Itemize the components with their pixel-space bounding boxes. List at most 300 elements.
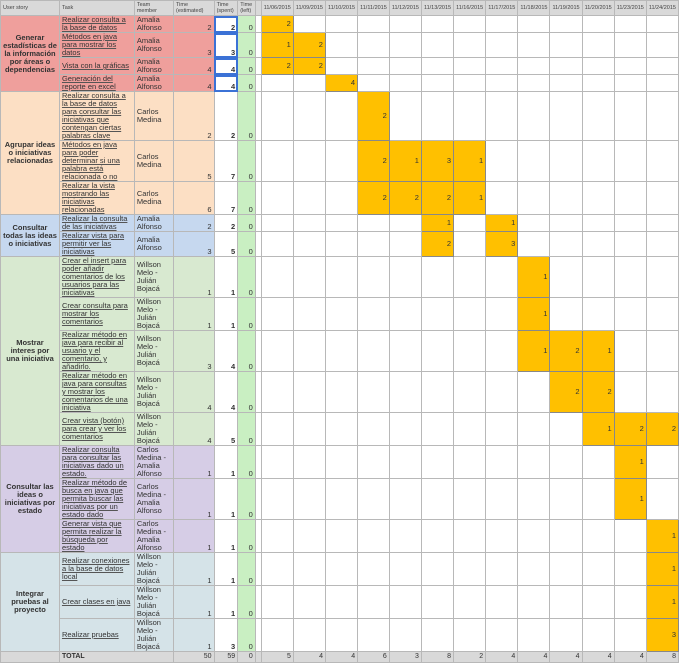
- day-cell[interactable]: [293, 479, 325, 520]
- day-cell[interactable]: [454, 33, 486, 58]
- team-member-cell[interactable]: Carlos Medina: [134, 141, 173, 182]
- day-cell[interactable]: [614, 619, 646, 652]
- time-estimated-cell[interactable]: 1: [173, 619, 214, 652]
- time-left-cell[interactable]: 0: [238, 58, 256, 75]
- time-estimated-cell[interactable]: 1: [173, 520, 214, 553]
- day-cell[interactable]: [389, 16, 421, 33]
- day-cell[interactable]: [518, 232, 550, 257]
- day-cell[interactable]: [421, 553, 453, 586]
- day-cell[interactable]: [421, 413, 453, 446]
- day-cell[interactable]: [582, 58, 614, 75]
- day-cell[interactable]: [454, 331, 486, 372]
- day-cell[interactable]: 1: [614, 446, 646, 479]
- team-member-cell[interactable]: Carlos Medina - Amalia Alfonso: [134, 479, 173, 520]
- total-left[interactable]: 0: [238, 652, 256, 663]
- day-cell[interactable]: [646, 446, 678, 479]
- day-cell[interactable]: 1: [518, 331, 550, 372]
- day-cell[interactable]: [646, 479, 678, 520]
- task-cell[interactable]: [59, 413, 134, 446]
- day-cell[interactable]: [325, 586, 357, 619]
- total-day-cell[interactable]: 4: [486, 652, 518, 663]
- header-date[interactable]: 11/10/2015: [325, 1, 357, 16]
- time-spent-cell[interactable]: 4: [214, 58, 238, 75]
- day-cell[interactable]: [486, 553, 518, 586]
- time-estimated-cell[interactable]: 1: [173, 298, 214, 331]
- total-day-cell[interactable]: 4: [614, 652, 646, 663]
- time-spent-cell[interactable]: 3: [214, 33, 238, 58]
- day-cell[interactable]: [646, 232, 678, 257]
- day-cell[interactable]: [646, 331, 678, 372]
- time-estimated-cell[interactable]: 4: [173, 58, 214, 75]
- day-cell[interactable]: [389, 232, 421, 257]
- day-cell[interactable]: [486, 619, 518, 652]
- day-cell[interactable]: [261, 141, 293, 182]
- time-left-cell[interactable]: 0: [238, 619, 256, 652]
- day-cell[interactable]: 1: [518, 298, 550, 331]
- day-cell[interactable]: [486, 586, 518, 619]
- day-cell[interactable]: [614, 16, 646, 33]
- header-date[interactable]: 11/12/2015: [389, 1, 421, 16]
- day-cell[interactable]: [646, 33, 678, 58]
- day-cell[interactable]: [614, 257, 646, 298]
- day-cell[interactable]: [582, 586, 614, 619]
- day-cell[interactable]: [389, 75, 421, 92]
- day-cell[interactable]: [550, 586, 582, 619]
- day-cell[interactable]: [454, 92, 486, 141]
- day-cell[interactable]: 2: [358, 141, 390, 182]
- day-cell[interactable]: [389, 586, 421, 619]
- time-spent-cell[interactable]: 2: [214, 16, 238, 33]
- task-cell[interactable]: [59, 33, 134, 58]
- day-cell[interactable]: [358, 215, 390, 232]
- day-cell[interactable]: [358, 232, 390, 257]
- day-cell[interactable]: [614, 75, 646, 92]
- team-member-cell[interactable]: Willson Melo - Julián Bojacá: [134, 372, 173, 413]
- day-cell[interactable]: [614, 33, 646, 58]
- day-cell[interactable]: [454, 586, 486, 619]
- day-cell[interactable]: [550, 257, 582, 298]
- day-cell[interactable]: [550, 446, 582, 479]
- header-time-left[interactable]: Time (left): [238, 1, 256, 16]
- header-date[interactable]: 11/19/2015: [550, 1, 582, 16]
- time-spent-cell[interactable]: 1: [214, 257, 238, 298]
- day-cell[interactable]: [614, 586, 646, 619]
- day-cell[interactable]: [518, 413, 550, 446]
- day-cell[interactable]: [646, 298, 678, 331]
- day-cell[interactable]: [389, 553, 421, 586]
- team-member-cell[interactable]: Willson Melo - Julián Bojacá: [134, 619, 173, 652]
- day-cell[interactable]: [325, 413, 357, 446]
- day-cell[interactable]: [486, 298, 518, 331]
- day-cell[interactable]: [454, 413, 486, 446]
- day-cell[interactable]: [486, 182, 518, 215]
- time-estimated-cell[interactable]: 3: [173, 331, 214, 372]
- day-cell[interactable]: [261, 413, 293, 446]
- day-cell[interactable]: 1: [421, 215, 453, 232]
- day-cell[interactable]: 1: [646, 553, 678, 586]
- day-cell[interactable]: [261, 446, 293, 479]
- day-cell[interactable]: [389, 331, 421, 372]
- day-cell[interactable]: [325, 479, 357, 520]
- header-date[interactable]: 11/11/2015: [358, 1, 390, 16]
- total-day-cell[interactable]: 4: [582, 652, 614, 663]
- day-cell[interactable]: 1: [261, 33, 293, 58]
- day-cell[interactable]: [389, 479, 421, 520]
- day-cell[interactable]: [550, 479, 582, 520]
- user-story-cell[interactable]: Mostrar interes por una iniciativa: [1, 257, 60, 446]
- day-cell[interactable]: [486, 446, 518, 479]
- day-cell[interactable]: [486, 372, 518, 413]
- time-estimated-cell[interactable]: 1: [173, 446, 214, 479]
- time-left-cell[interactable]: 0: [238, 215, 256, 232]
- day-cell[interactable]: [550, 232, 582, 257]
- day-cell[interactable]: [550, 520, 582, 553]
- team-member-cell[interactable]: Willson Melo - Julián Bojacá: [134, 413, 173, 446]
- day-cell[interactable]: [293, 92, 325, 141]
- day-cell[interactable]: [389, 33, 421, 58]
- day-cell[interactable]: [293, 619, 325, 652]
- day-cell[interactable]: [421, 479, 453, 520]
- time-spent-cell[interactable]: 4: [214, 331, 238, 372]
- day-cell[interactable]: 1: [582, 413, 614, 446]
- day-cell[interactable]: [614, 182, 646, 215]
- day-cell[interactable]: [261, 75, 293, 92]
- day-cell[interactable]: [293, 141, 325, 182]
- day-cell[interactable]: [421, 619, 453, 652]
- day-cell[interactable]: 1: [646, 520, 678, 553]
- day-cell[interactable]: [358, 446, 390, 479]
- day-cell[interactable]: [261, 331, 293, 372]
- day-cell[interactable]: [486, 257, 518, 298]
- total-blank-cell[interactable]: [1, 652, 60, 663]
- header-date[interactable]: 11/16/2015: [454, 1, 486, 16]
- day-cell[interactable]: [358, 33, 390, 58]
- time-left-cell[interactable]: 0: [238, 92, 256, 141]
- day-cell[interactable]: 1: [389, 141, 421, 182]
- day-cell[interactable]: [325, 619, 357, 652]
- day-cell[interactable]: [486, 16, 518, 33]
- day-cell[interactable]: [486, 520, 518, 553]
- task-cell[interactable]: [59, 58, 134, 75]
- time-left-cell[interactable]: 0: [238, 331, 256, 372]
- day-cell[interactable]: [325, 215, 357, 232]
- day-cell[interactable]: 1: [614, 479, 646, 520]
- team-member-cell[interactable]: Amalia Alfonso: [134, 16, 173, 33]
- time-estimated-cell[interactable]: 4: [173, 75, 214, 92]
- team-member-cell[interactable]: Willson Melo - Julián Bojacá: [134, 331, 173, 372]
- day-cell[interactable]: [486, 92, 518, 141]
- day-cell[interactable]: [550, 215, 582, 232]
- team-member-cell[interactable]: Willson Melo - Julián Bojacá: [134, 298, 173, 331]
- day-cell[interactable]: 1: [454, 141, 486, 182]
- day-cell[interactable]: [550, 141, 582, 182]
- day-cell[interactable]: [518, 553, 550, 586]
- day-cell[interactable]: [261, 92, 293, 141]
- day-cell[interactable]: [358, 257, 390, 298]
- time-spent-cell[interactable]: 1: [214, 479, 238, 520]
- day-cell[interactable]: 2: [646, 413, 678, 446]
- day-cell[interactable]: [614, 232, 646, 257]
- day-cell[interactable]: [582, 232, 614, 257]
- total-label[interactable]: TOTAL: [59, 652, 173, 663]
- day-cell[interactable]: [550, 413, 582, 446]
- day-cell[interactable]: [358, 586, 390, 619]
- day-cell[interactable]: 2: [358, 92, 390, 141]
- header-date[interactable]: 11/09/2015: [293, 1, 325, 16]
- day-cell[interactable]: [582, 257, 614, 298]
- header-date[interactable]: 11/20/2015: [582, 1, 614, 16]
- day-cell[interactable]: 2: [358, 182, 390, 215]
- task-cell[interactable]: [59, 298, 134, 331]
- day-cell[interactable]: [646, 182, 678, 215]
- total-day-cell[interactable]: 5: [261, 652, 293, 663]
- day-cell[interactable]: [454, 619, 486, 652]
- day-cell[interactable]: [389, 619, 421, 652]
- day-cell[interactable]: [518, 372, 550, 413]
- time-left-cell[interactable]: 0: [238, 372, 256, 413]
- day-cell[interactable]: [293, 372, 325, 413]
- day-cell[interactable]: [582, 92, 614, 141]
- day-cell[interactable]: [325, 372, 357, 413]
- day-cell[interactable]: 4: [325, 75, 357, 92]
- task-cell[interactable]: [59, 479, 134, 520]
- time-estimated-cell[interactable]: 2: [173, 16, 214, 33]
- day-cell[interactable]: [582, 33, 614, 58]
- day-cell[interactable]: [421, 446, 453, 479]
- day-cell[interactable]: [646, 215, 678, 232]
- time-left-cell[interactable]: 0: [238, 446, 256, 479]
- day-cell[interactable]: [518, 479, 550, 520]
- day-cell[interactable]: [389, 520, 421, 553]
- day-cell[interactable]: [421, 257, 453, 298]
- day-cell[interactable]: [293, 586, 325, 619]
- day-cell[interactable]: [293, 16, 325, 33]
- day-cell[interactable]: [421, 75, 453, 92]
- day-cell[interactable]: [518, 58, 550, 75]
- header-task[interactable]: Task: [59, 1, 134, 16]
- day-cell[interactable]: [421, 331, 453, 372]
- day-cell[interactable]: [614, 372, 646, 413]
- header-date[interactable]: 11/06/2015: [261, 1, 293, 16]
- day-cell[interactable]: [582, 215, 614, 232]
- day-cell[interactable]: 2: [293, 33, 325, 58]
- day-cell[interactable]: 1: [486, 215, 518, 232]
- day-cell[interactable]: [389, 446, 421, 479]
- time-spent-cell[interactable]: 5: [214, 413, 238, 446]
- day-cell[interactable]: [646, 92, 678, 141]
- time-left-cell[interactable]: 0: [238, 413, 256, 446]
- time-left-cell[interactable]: 0: [238, 33, 256, 58]
- total-day-cell[interactable]: 8: [421, 652, 453, 663]
- day-cell[interactable]: 3: [486, 232, 518, 257]
- team-member-cell[interactable]: Carlos Medina: [134, 182, 173, 215]
- day-cell[interactable]: 2: [293, 58, 325, 75]
- day-cell[interactable]: [454, 446, 486, 479]
- task-cell[interactable]: [59, 520, 134, 553]
- day-cell[interactable]: [550, 182, 582, 215]
- day-cell[interactable]: [518, 215, 550, 232]
- day-cell[interactable]: [389, 92, 421, 141]
- day-cell[interactable]: [550, 553, 582, 586]
- day-cell[interactable]: [454, 75, 486, 92]
- day-cell[interactable]: [261, 232, 293, 257]
- day-cell[interactable]: [293, 446, 325, 479]
- day-cell[interactable]: [261, 520, 293, 553]
- total-day-cell[interactable]: 3: [389, 652, 421, 663]
- day-cell[interactable]: [293, 413, 325, 446]
- total-day-cell[interactable]: 6: [358, 652, 390, 663]
- day-cell[interactable]: [421, 586, 453, 619]
- day-cell[interactable]: [261, 619, 293, 652]
- header-date[interactable]: 11/18/2015: [518, 1, 550, 16]
- day-cell[interactable]: 2: [614, 413, 646, 446]
- task-cell[interactable]: [59, 16, 134, 33]
- day-cell[interactable]: [325, 33, 357, 58]
- time-left-cell[interactable]: 0: [238, 182, 256, 215]
- day-cell[interactable]: [486, 141, 518, 182]
- day-cell[interactable]: [582, 520, 614, 553]
- time-spent-cell[interactable]: 2: [214, 92, 238, 141]
- day-cell[interactable]: [582, 182, 614, 215]
- time-spent-cell[interactable]: 1: [214, 298, 238, 331]
- day-cell[interactable]: [293, 331, 325, 372]
- day-cell[interactable]: [454, 215, 486, 232]
- team-member-cell[interactable]: Amalia Alfonso: [134, 75, 173, 92]
- header-date[interactable]: 11/13/2015: [421, 1, 453, 16]
- time-spent-cell[interactable]: 1: [214, 586, 238, 619]
- day-cell[interactable]: [518, 446, 550, 479]
- day-cell[interactable]: [358, 372, 390, 413]
- time-left-cell[interactable]: 0: [238, 553, 256, 586]
- day-cell[interactable]: [582, 75, 614, 92]
- day-cell[interactable]: [550, 298, 582, 331]
- time-spent-cell[interactable]: 2: [214, 215, 238, 232]
- time-spent-cell[interactable]: 4: [214, 372, 238, 413]
- day-cell[interactable]: [261, 586, 293, 619]
- header-team-member[interactable]: Team member: [134, 1, 173, 16]
- day-cell[interactable]: [582, 479, 614, 520]
- task-cell[interactable]: [59, 141, 134, 182]
- team-member-cell[interactable]: Willson Melo - Julián Bojacá: [134, 257, 173, 298]
- day-cell[interactable]: [421, 58, 453, 75]
- time-left-cell[interactable]: 0: [238, 141, 256, 182]
- header-date[interactable]: 11/24/2015: [646, 1, 678, 16]
- day-cell[interactable]: [582, 619, 614, 652]
- time-left-cell[interactable]: 0: [238, 232, 256, 257]
- total-day-cell[interactable]: 2: [454, 652, 486, 663]
- time-spent-cell[interactable]: 5: [214, 232, 238, 257]
- team-member-cell[interactable]: Carlos Medina: [134, 92, 173, 141]
- day-cell[interactable]: [421, 298, 453, 331]
- day-cell[interactable]: [518, 141, 550, 182]
- day-cell[interactable]: [550, 619, 582, 652]
- day-cell[interactable]: 2: [389, 182, 421, 215]
- day-cell[interactable]: [582, 141, 614, 182]
- header-date[interactable]: 11/23/2015: [614, 1, 646, 16]
- time-estimated-cell[interactable]: 2: [173, 215, 214, 232]
- day-cell[interactable]: [486, 413, 518, 446]
- day-cell[interactable]: [358, 58, 390, 75]
- total-day-cell[interactable]: 8: [646, 652, 678, 663]
- day-cell[interactable]: [421, 520, 453, 553]
- total-day-cell[interactable]: 4: [325, 652, 357, 663]
- time-spent-cell[interactable]: 1: [214, 553, 238, 586]
- day-cell[interactable]: [454, 372, 486, 413]
- day-cell[interactable]: [614, 215, 646, 232]
- day-cell[interactable]: 3: [421, 141, 453, 182]
- day-cell[interactable]: [358, 298, 390, 331]
- day-cell[interactable]: [389, 257, 421, 298]
- day-cell[interactable]: [325, 298, 357, 331]
- day-cell[interactable]: [325, 520, 357, 553]
- day-cell[interactable]: [389, 372, 421, 413]
- day-cell[interactable]: [325, 16, 357, 33]
- time-spent-cell[interactable]: 4: [214, 75, 238, 92]
- day-cell[interactable]: [518, 16, 550, 33]
- team-member-cell[interactable]: Amalia Alfonso: [134, 58, 173, 75]
- day-cell[interactable]: 3: [646, 619, 678, 652]
- day-cell[interactable]: 2: [261, 16, 293, 33]
- day-cell[interactable]: [454, 58, 486, 75]
- total-spent[interactable]: 59: [214, 652, 238, 663]
- day-cell[interactable]: [325, 257, 357, 298]
- time-spent-cell[interactable]: 7: [214, 182, 238, 215]
- total-estimated[interactable]: 50: [173, 652, 214, 663]
- day-cell[interactable]: [325, 446, 357, 479]
- day-cell[interactable]: [421, 33, 453, 58]
- day-cell[interactable]: 2: [582, 372, 614, 413]
- day-cell[interactable]: [614, 331, 646, 372]
- time-left-cell[interactable]: 0: [238, 520, 256, 553]
- time-spent-cell[interactable]: 3: [214, 619, 238, 652]
- time-left-cell[interactable]: 0: [238, 298, 256, 331]
- day-cell[interactable]: [325, 58, 357, 75]
- day-cell[interactable]: [454, 479, 486, 520]
- day-cell[interactable]: 2: [261, 58, 293, 75]
- day-cell[interactable]: [646, 372, 678, 413]
- user-story-cell[interactable]: Generar estadísticas de la información por áreas o dependencias: [1, 16, 60, 92]
- task-cell[interactable]: [59, 215, 134, 232]
- team-member-cell[interactable]: Carlos Medina - Amalia Alfonso: [134, 520, 173, 553]
- day-cell[interactable]: [293, 215, 325, 232]
- time-estimated-cell[interactable]: 1: [173, 553, 214, 586]
- day-cell[interactable]: [421, 16, 453, 33]
- day-cell[interactable]: [486, 479, 518, 520]
- task-cell[interactable]: [59, 553, 134, 586]
- task-cell[interactable]: [59, 372, 134, 413]
- day-cell[interactable]: [293, 520, 325, 553]
- day-cell[interactable]: 1: [518, 257, 550, 298]
- day-cell[interactable]: [293, 298, 325, 331]
- day-cell[interactable]: [325, 141, 357, 182]
- day-cell[interactable]: [486, 33, 518, 58]
- day-cell[interactable]: [614, 298, 646, 331]
- day-cell[interactable]: [614, 58, 646, 75]
- time-estimated-cell[interactable]: 6: [173, 182, 214, 215]
- time-spent-cell[interactable]: 1: [214, 446, 238, 479]
- time-spent-cell[interactable]: 7: [214, 141, 238, 182]
- day-cell[interactable]: [389, 413, 421, 446]
- day-cell[interactable]: [518, 75, 550, 92]
- day-cell[interactable]: [646, 141, 678, 182]
- team-member-cell[interactable]: Carlos Medina - Amalia Alfonso: [134, 446, 173, 479]
- day-cell[interactable]: [421, 92, 453, 141]
- day-cell[interactable]: [454, 520, 486, 553]
- day-cell[interactable]: [518, 92, 550, 141]
- user-story-cell[interactable]: Consultar todas las ideas o iniciativas: [1, 215, 60, 257]
- time-estimated-cell[interactable]: 4: [173, 413, 214, 446]
- user-story-cell[interactable]: Consultar las ideas o iniciativas por estado: [1, 446, 60, 553]
